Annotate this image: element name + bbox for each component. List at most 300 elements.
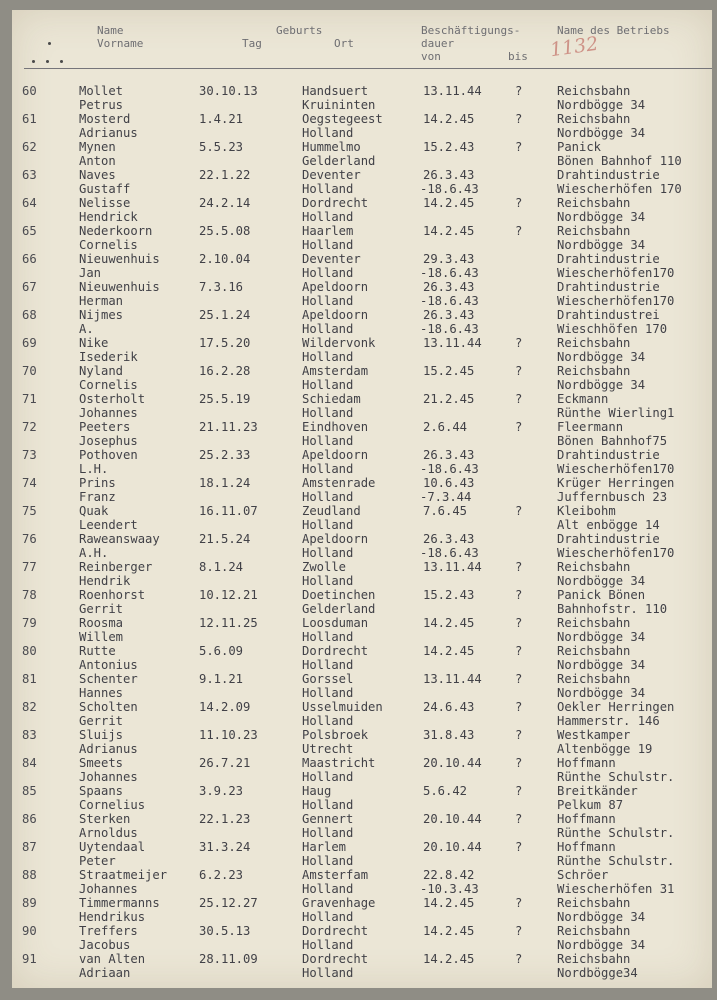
birth-region: Holland <box>302 826 354 840</box>
first-name: Johannes <box>79 770 138 784</box>
row-number: 84 <box>22 756 37 770</box>
first-name: Antonius <box>79 658 138 672</box>
birth-region: Holland <box>302 882 354 896</box>
birth-region: Holland <box>302 518 354 532</box>
employer-address: Altenbögge 19 <box>557 742 653 756</box>
employer-name: Schröer <box>557 868 609 882</box>
row-number: 87 <box>22 840 37 854</box>
employment-from: 14.2.45 <box>423 224 475 238</box>
employment-from: 22.8.42 <box>423 868 475 882</box>
row-number: 74 <box>22 476 37 490</box>
employer-address: Nordbögge 34 <box>557 378 646 392</box>
birth-date: 30.10.13 <box>199 84 258 98</box>
employer-name: Reichsbahn <box>557 336 631 350</box>
employer-address: Alt enbögge 14 <box>557 518 660 532</box>
employer-address: Nordbögge 34 <box>557 350 646 364</box>
employment-bis: ? <box>515 112 523 126</box>
birth-place: Dordrecht <box>302 644 369 658</box>
table-row <box>12 868 712 896</box>
employment-bis: ? <box>515 952 523 966</box>
surname: Schenter <box>79 672 138 686</box>
employment-from: 26.3.43 <box>423 532 475 546</box>
employment-from: 7.6.45 <box>423 504 468 518</box>
table-row <box>12 224 712 252</box>
table-row <box>12 840 712 868</box>
first-name: Johannes <box>79 406 138 420</box>
table-row <box>12 448 712 476</box>
document-page <box>12 10 712 988</box>
employment-until: -18.6.43 <box>420 322 479 336</box>
table-row <box>12 644 712 672</box>
employment-bis: ? <box>515 840 523 854</box>
employment-from: 20.10.44 <box>423 812 482 826</box>
birth-date: 18.1.24 <box>199 476 251 490</box>
birth-region: Holland <box>302 574 354 588</box>
employment-from: 31.8.43 <box>423 728 475 742</box>
row-number: 71 <box>22 392 37 406</box>
surname: Rutte <box>79 644 116 658</box>
first-name: Cornelis <box>79 378 138 392</box>
birth-place: Gravenhage <box>302 896 376 910</box>
birth-region: Holland <box>302 238 354 252</box>
first-name: Hendrik <box>79 574 131 588</box>
table-row <box>12 280 712 308</box>
table-row <box>12 168 712 196</box>
table-row <box>12 196 712 224</box>
birth-date: 3.9.23 <box>199 784 244 798</box>
table-row <box>12 700 712 728</box>
first-name: Adrianus <box>79 126 138 140</box>
first-name: Hendrikus <box>79 910 146 924</box>
birth-date: 25.5.08 <box>199 224 251 238</box>
employment-until: -18.6.43 <box>420 294 479 308</box>
employer-address: Wiescherhöfen170 <box>557 462 675 476</box>
birth-region: Holland <box>302 546 354 560</box>
birth-date: 21.5.24 <box>199 532 251 546</box>
employment-from: 14.2.45 <box>423 644 475 658</box>
employer-address: Nordbögge 34 <box>557 938 646 952</box>
first-name: Josephus <box>79 434 138 448</box>
table-row <box>12 504 712 532</box>
employer-name: Drahtindustrie <box>557 168 660 182</box>
row-number: 76 <box>22 532 37 546</box>
birth-region: Kruininten <box>302 98 376 112</box>
birth-region: Holland <box>302 406 354 420</box>
first-name: Adriaan <box>79 966 131 980</box>
table-row <box>12 560 712 588</box>
employment-from: 20.10.44 <box>423 840 482 854</box>
employer-name: Drahtindustrie <box>557 252 660 266</box>
birth-region: Utrecht <box>302 742 354 756</box>
birth-region: Holland <box>302 322 354 336</box>
header-beschaeftigung: Beschäftigungs- <box>421 24 521 37</box>
birth-place: Amstenrade <box>302 476 376 490</box>
birth-region: Holland <box>302 630 354 644</box>
employment-from: 13.11.44 <box>423 672 482 686</box>
birth-place: Apeldoorn <box>302 308 369 322</box>
table-row <box>12 252 712 280</box>
employer-name: Oekler Herringen <box>557 700 675 714</box>
row-number: 70 <box>22 364 37 378</box>
employer-name: Reichsbahn <box>557 112 631 126</box>
table-row <box>12 812 712 840</box>
employment-from: 20.10.44 <box>423 756 482 770</box>
header-tag: Tag <box>242 37 262 50</box>
punch-hole-mark <box>48 42 51 45</box>
employment-bis: ? <box>515 84 523 98</box>
surname: Nyland <box>79 364 124 378</box>
table-row <box>12 532 712 560</box>
birth-place: Eindhoven <box>302 420 369 434</box>
employer-address: Nordbögge 34 <box>557 686 646 700</box>
birth-place: Haug <box>302 784 332 798</box>
surname: Osterholt <box>79 392 146 406</box>
table-row <box>12 952 712 980</box>
birth-date: 5.5.23 <box>199 140 244 154</box>
table-row <box>12 672 712 700</box>
employment-bis: ? <box>515 140 523 154</box>
punch-hole-mark <box>46 60 49 63</box>
first-name: Franz <box>79 490 116 504</box>
employment-bis: ? <box>515 420 523 434</box>
employer-address: Nordbögge 34 <box>557 658 646 672</box>
birth-place: Usselmuiden <box>302 700 383 714</box>
surname: Mynen <box>79 140 116 154</box>
employment-bis: ? <box>515 756 523 770</box>
first-name: Cornelius <box>79 798 146 812</box>
employment-bis: ? <box>515 616 523 630</box>
employment-from: 26.3.43 <box>423 168 475 182</box>
employer-address: Wiescherhöfen170 <box>557 266 675 280</box>
employment-bis: ? <box>515 672 523 686</box>
row-number: 62 <box>22 140 37 154</box>
birth-place: Zwolle <box>302 560 347 574</box>
birth-place: Wildervonk <box>302 336 376 350</box>
employer-name: Drahtindustrie <box>557 532 660 546</box>
header-dauer: dauer <box>421 37 455 50</box>
birth-region: Holland <box>302 266 354 280</box>
employment-from: 14.2.45 <box>423 952 475 966</box>
birth-place: Apeldoorn <box>302 280 369 294</box>
employer-address: Nordbögge 34 <box>557 910 646 924</box>
employment-from: 14.2.45 <box>423 616 475 630</box>
first-name: Gerrit <box>79 714 124 728</box>
employer-name: Eckmann <box>557 392 609 406</box>
employer-name: Drahtindustrei <box>557 308 660 322</box>
birth-region: Holland <box>302 686 354 700</box>
employment-from: 26.3.43 <box>423 448 475 462</box>
employment-until: -18.6.43 <box>420 266 479 280</box>
employer-address: Wiescherhöfen 31 <box>557 882 675 896</box>
birth-date: 1.4.21 <box>199 112 244 126</box>
header-von: von <box>421 50 441 63</box>
employment-from: 15.2.45 <box>423 364 475 378</box>
birth-region: Holland <box>302 938 354 952</box>
surname: Sluijs <box>79 728 124 742</box>
birth-place: Deventer <box>302 252 361 266</box>
row-number: 82 <box>22 700 37 714</box>
first-name: A.H. <box>79 546 109 560</box>
surname: van Alten <box>79 952 146 966</box>
birth-date: 22.1.22 <box>199 168 251 182</box>
employer-address: Bönen Bahnhof 110 <box>557 154 682 168</box>
employer-name: Reichsbahn <box>557 952 631 966</box>
table-row <box>12 924 712 952</box>
birth-date: 30.5.13 <box>199 924 251 938</box>
table-row <box>12 84 712 112</box>
birth-place: Dordrecht <box>302 924 369 938</box>
first-name: Petrus <box>79 98 124 112</box>
birth-place: Gennert <box>302 812 354 826</box>
employment-bis: ? <box>515 924 523 938</box>
birth-place: Harlem <box>302 840 347 854</box>
row-number: 86 <box>22 812 37 826</box>
surname: Timmermanns <box>79 896 160 910</box>
employer-address: Pelkum 87 <box>557 798 624 812</box>
employer-name: Reichsbahn <box>557 560 631 574</box>
employment-from: 10.6.43 <box>423 476 475 490</box>
first-name: Herman <box>79 294 124 308</box>
row-number: 61 <box>22 112 37 126</box>
first-name: Adrianus <box>79 742 138 756</box>
birth-date: 21.11.23 <box>199 420 258 434</box>
employment-bis: ? <box>515 336 523 350</box>
row-number: 88 <box>22 868 37 882</box>
birth-date: 28.11.09 <box>199 952 258 966</box>
employer-name: Westkamper <box>557 728 631 742</box>
employer-address: Wieschhöfen 170 <box>557 322 668 336</box>
table-row <box>12 392 712 420</box>
header-betrieb: Name des Betriebs <box>557 24 670 37</box>
first-name: Hannes <box>79 686 124 700</box>
table-row <box>12 784 712 812</box>
employment-until: -18.6.43 <box>420 462 479 476</box>
employment-bis: ? <box>515 196 523 210</box>
employment-until: -18.6.43 <box>420 546 479 560</box>
employer-address: Bönen Bahnhof75 <box>557 434 668 448</box>
surname: Straatmeijer <box>79 868 168 882</box>
row-number: 81 <box>22 672 37 686</box>
employment-bis: ? <box>515 728 523 742</box>
birth-region: Holland <box>302 770 354 784</box>
birth-region: Holland <box>302 182 354 196</box>
birth-date: 25.12.27 <box>199 896 258 910</box>
employer-name: Drahtindustrie <box>557 280 660 294</box>
row-number: 73 <box>22 448 37 462</box>
birth-place: Dordrecht <box>302 196 369 210</box>
birth-place: Handsuert <box>302 84 369 98</box>
table-row <box>12 308 712 336</box>
employer-address: Rünthe Schulstr. <box>557 826 675 840</box>
employment-from: 2.6.44 <box>423 420 468 434</box>
employment-from: 26.3.43 <box>423 308 475 322</box>
employer-name: Reichsbahn <box>557 84 631 98</box>
employer-address: Nordbögge 34 <box>557 238 646 252</box>
employer-name: Reichsbahn <box>557 672 631 686</box>
employment-from: 13.11.44 <box>423 560 482 574</box>
birth-date: 17.5.20 <box>199 336 251 350</box>
employment-from: 14.2.45 <box>423 924 475 938</box>
table-row <box>12 588 712 616</box>
surname: Roosma <box>79 616 124 630</box>
table-row <box>12 420 712 448</box>
first-name: Isederik <box>79 350 138 364</box>
first-name: Anton <box>79 154 116 168</box>
table-row <box>12 364 712 392</box>
employment-until: -10.3.43 <box>420 882 479 896</box>
header-ort: Ort <box>334 37 354 50</box>
row-number: 91 <box>22 952 37 966</box>
birth-region: Holland <box>302 798 354 812</box>
row-number: 79 <box>22 616 37 630</box>
birth-region: Holland <box>302 714 354 728</box>
employment-bis: ? <box>515 644 523 658</box>
row-number: 72 <box>22 420 37 434</box>
row-number: 68 <box>22 308 37 322</box>
birth-place: Schiedam <box>302 392 361 406</box>
birth-date: 5.6.09 <box>199 644 244 658</box>
employer-address: Nordbögge34 <box>557 966 638 980</box>
employment-from: 29.3.43 <box>423 252 475 266</box>
table-row <box>12 112 712 140</box>
first-name: Arnoldus <box>79 826 138 840</box>
employer-address: Nordbögge 34 <box>557 126 646 140</box>
employer-name: Reichsbahn <box>557 224 631 238</box>
birth-place: Dordrecht <box>302 952 369 966</box>
row-number: 67 <box>22 280 37 294</box>
birth-region: Holland <box>302 434 354 448</box>
employment-from: 14.2.45 <box>423 112 475 126</box>
employment-bis: ? <box>515 700 523 714</box>
employer-address: Nordbögge 34 <box>557 98 646 112</box>
record-list <box>12 84 712 980</box>
birth-place: Gorssel <box>302 672 354 686</box>
first-name: Gustaff <box>79 182 131 196</box>
employer-name: Reichsbahn <box>557 364 631 378</box>
row-number: 65 <box>22 224 37 238</box>
employment-bis: ? <box>515 784 523 798</box>
employment-until: -7.3.44 <box>420 490 472 504</box>
birth-date: 24.2.14 <box>199 196 251 210</box>
birth-date: 25.5.19 <box>199 392 251 406</box>
row-number: 63 <box>22 168 37 182</box>
first-name: Leendert <box>79 518 138 532</box>
employment-from: 14.2.45 <box>423 196 475 210</box>
row-number: 69 <box>22 336 37 350</box>
employer-address: Nordbögge 34 <box>557 574 646 588</box>
row-number: 66 <box>22 252 37 266</box>
first-name: A. <box>79 322 94 336</box>
row-number: 89 <box>22 896 37 910</box>
employer-address: Wiescherhöfen 170 <box>557 182 682 196</box>
employer-address: Juffernbusch 23 <box>557 490 668 504</box>
birth-date: 14.2.09 <box>199 700 251 714</box>
employment-bis: ? <box>515 812 523 826</box>
employer-address: Rünthe Wierling1 <box>557 406 675 420</box>
employer-address: Wiescherhöfen170 <box>557 546 675 560</box>
employer-address: Rünthe Schulstr. <box>557 770 675 784</box>
surname: Roenhorst <box>79 588 146 602</box>
birth-date: 12.11.25 <box>199 616 258 630</box>
surname: Mollet <box>79 84 124 98</box>
surname: Nelisse <box>79 196 131 210</box>
surname: Treffers <box>79 924 138 938</box>
row-number: 83 <box>22 728 37 742</box>
surname: Nederkoorn <box>79 224 153 238</box>
birth-date: 10.12.21 <box>199 588 258 602</box>
employer-name: Panick <box>557 140 602 154</box>
birth-region: Holland <box>302 658 354 672</box>
employer-name: Reichsbahn <box>557 924 631 938</box>
surname: Reinberger <box>79 560 153 574</box>
employment-from: 15.2.43 <box>423 140 475 154</box>
birth-date: 22.1.23 <box>199 812 251 826</box>
birth-region: Gelderland <box>302 602 376 616</box>
employment-bis: ? <box>515 896 523 910</box>
first-name: Jacobus <box>79 938 131 952</box>
employment-bis: ? <box>515 504 523 518</box>
birth-region: Holland <box>302 294 354 308</box>
first-name: Jan <box>79 266 102 280</box>
birth-place: Deventer <box>302 168 361 182</box>
surname: Pothoven <box>79 448 138 462</box>
surname: Smeets <box>79 756 124 770</box>
employer-address: Nordbögge 34 <box>557 630 646 644</box>
employer-name: Krüger Herringen <box>557 476 675 490</box>
employer-name: Panick Bönen <box>557 588 646 602</box>
table-row <box>12 140 712 168</box>
employment-from: 21.2.45 <box>423 392 475 406</box>
employment-bis: ? <box>515 364 523 378</box>
birth-date: 11.10.23 <box>199 728 258 742</box>
birth-place: Doetinchen <box>302 588 376 602</box>
birth-region: Holland <box>302 854 354 868</box>
employer-name: Reichsbahn <box>557 196 631 210</box>
birth-date: 9.1.21 <box>199 672 244 686</box>
first-name: Willem <box>79 630 124 644</box>
table-row <box>12 616 712 644</box>
birth-place: Amsterdam <box>302 364 369 378</box>
employer-name: Reichsbahn <box>557 616 631 630</box>
first-name: L.H. <box>79 462 109 476</box>
birth-place: Oegstegeest <box>302 112 383 126</box>
employer-address: Nordbögge 34 <box>557 210 646 224</box>
birth-place: Hummelmo <box>302 140 361 154</box>
employment-bis: ? <box>515 392 523 406</box>
row-number: 85 <box>22 784 37 798</box>
surname: Uytendaal <box>79 840 146 854</box>
birth-place: Amsterfam <box>302 868 369 882</box>
surname: Peeters <box>79 420 131 434</box>
employment-from: 13.11.44 <box>423 84 482 98</box>
birth-date: 16.2.28 <box>199 364 251 378</box>
row-number: 90 <box>22 924 37 938</box>
birth-date: 26.7.21 <box>199 756 251 770</box>
employer-name: Fleermann <box>557 420 624 434</box>
header-vorname: Vorname <box>97 37 144 50</box>
birth-place: Loosduman <box>302 616 369 630</box>
surname: Spaans <box>79 784 124 798</box>
surname: Nike <box>79 336 109 350</box>
birth-place: Polsbroek <box>302 728 369 742</box>
birth-region: Holland <box>302 490 354 504</box>
first-name: Cornelis <box>79 238 138 252</box>
employment-from: 5.6.42 <box>423 784 468 798</box>
header-name: Name <box>97 24 124 37</box>
header-geburts: Geburts <box>276 24 323 37</box>
table-row <box>12 336 712 364</box>
employer-name: Drahtindustrie <box>557 448 660 462</box>
